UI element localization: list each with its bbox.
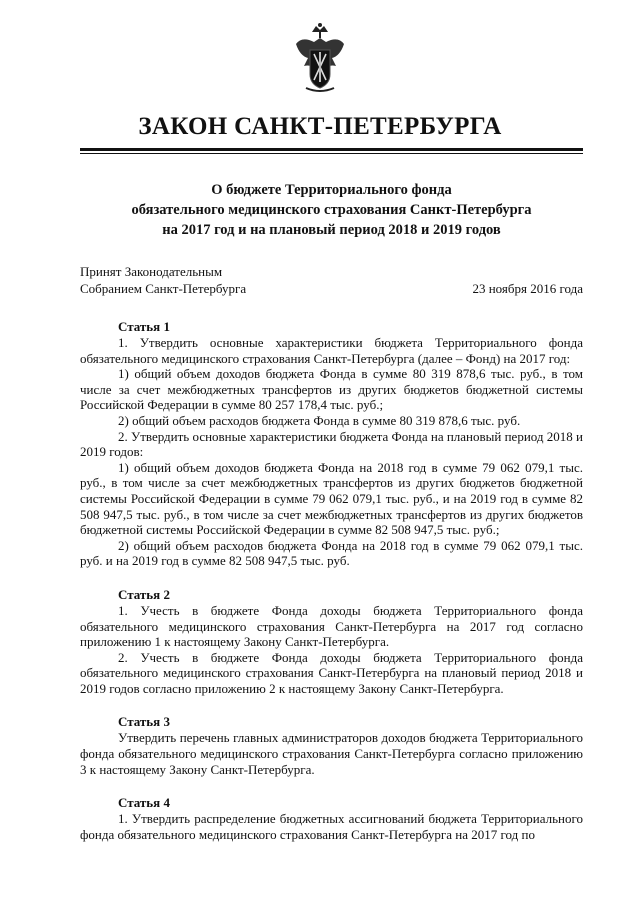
document-title bbox=[80, 180, 583, 240]
article-paragraph: 1. Утвердить основные характеристики бюджета Территориального фонда обязательного медицинского страхования Санкт-Петербурга (далее – Фонд) на 2017 год: bbox=[80, 335, 583, 366]
title-rule-thin bbox=[80, 153, 583, 154]
article-4 bbox=[80, 794, 583, 842]
title-rule-thick bbox=[80, 148, 583, 151]
article-paragraph: 2. Утвердить основные характеристики бюджета Фонда на плановый период 2018 и 2019 годов: bbox=[80, 428, 583, 460]
article-heading: Статья 3 bbox=[118, 714, 170, 730]
adoption-date: 23 ноября 2016 года bbox=[472, 281, 583, 296]
law-title: ЗАКОН САНКТ-ПЕТЕРБУРГА bbox=[138, 113, 502, 140]
adoption-line: Собранием Санкт-Петербурга bbox=[80, 281, 247, 296]
law-body bbox=[80, 318, 583, 859]
article-1 bbox=[80, 318, 583, 569]
article-paragraph: Утвердить перечень главных администраторов доходов бюджета Территориального фонда обязательного медицинского страхования Санкт-Петербурга согласно приложению 3 к настоящему Закону Санкт-Петербурга. bbox=[80, 730, 583, 777]
adoption-note bbox=[80, 263, 246, 297]
article-3 bbox=[80, 713, 583, 777]
article-paragraph: 2. Учесть в бюджете Фонда доходы бюджета Территориального фонда обязательного медицинского страхования Санкт-Петербурга на плановый период 2018 и 2019 годов согласно приложению 2 к настоящему Закону Санкт-Петербурга. bbox=[80, 649, 583, 696]
coat-of-arms-emblem-icon bbox=[292, 22, 348, 96]
article-heading: Статья 1 bbox=[118, 319, 170, 334]
article-paragraph: 1) общий объем доходов бюджета Фонда на 2018 год в сумме 79 062 079,1 тыс. руб., в том числе за счет межбюджетных трансфертов из других бюджетов бюджетной системы Российской Федерации в сумме 79 062 079,1 тыс. руб., и на 2019 год в сумме 82 508 947,5 тыс. руб., в том числе за счет межбюджетных трансфертов из других бюджетов бюджетной системы Российской Федерации в сумме 82 508 947,5 тыс. руб.; bbox=[80, 459, 583, 538]
article-paragraph: 1. Утвердить распределение бюджетных ассигнований бюджета Территориального фонда обязательного медицинского страхования Санкт-Петербурга на 2017 год по bbox=[80, 811, 583, 842]
article-paragraph: 2) общий объем расходов бюджета Фонда на 2018 год в сумме 79 062 079,1 тыс. руб. и на 2019 год в сумме 82 508 947,5 тыс. руб. bbox=[80, 537, 583, 569]
document-title-line: на 2017 год и на плановый период 2018 и 2019 годов bbox=[162, 222, 501, 238]
article-heading: Статья 4 bbox=[118, 795, 170, 811]
document-title-line: О бюджете Территориального фонда bbox=[211, 182, 452, 198]
article-2 bbox=[80, 586, 583, 697]
article-paragraph: 2) общий объем расходов бюджета Фонда в сумме 80 319 878,6 тыс. руб. bbox=[118, 412, 521, 428]
document-title-line: обязательного медицинского страхования Санкт-Петербурга bbox=[131, 202, 532, 218]
article-heading: Статья 2 bbox=[118, 586, 170, 602]
article-paragraph: 1) общий объем доходов бюджета Фонда в сумме 80 319 878,6 тыс. руб., в том числе за счет межбюджетных трансфертов из других бюджетов бюджетной системы Российской Федерации в сумме 80 257 178,4 тыс. руб.; bbox=[80, 366, 583, 413]
article-paragraph: 1. Учесть в бюджете Фонда доходы бюджета Территориального фонда обязательного медицинского страхования Санкт-Петербурга на 2017 год согласно приложению 1 к настоящему Закону Санкт-Петербурга. bbox=[80, 602, 583, 650]
adoption-line: Принят Законодательным bbox=[80, 264, 223, 279]
